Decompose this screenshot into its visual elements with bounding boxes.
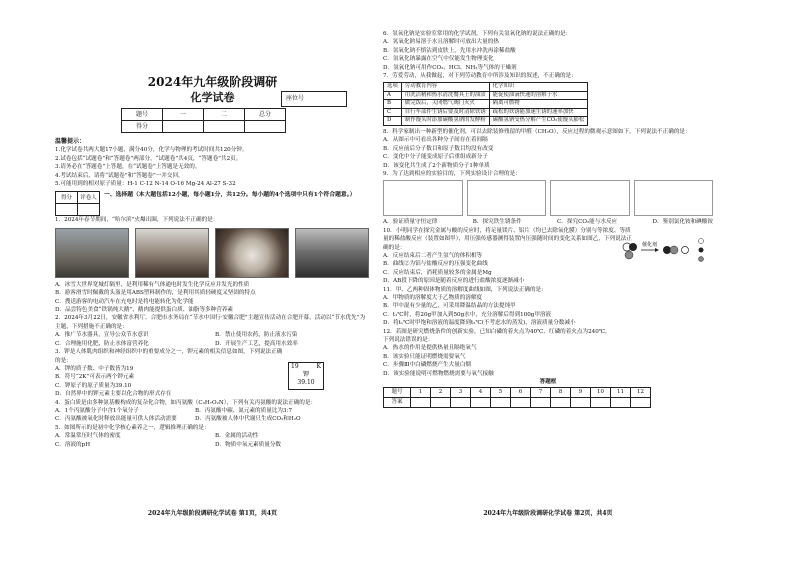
score-header: 题号 xyxy=(122,109,163,121)
electric-car-photo xyxy=(295,228,369,278)
question-3 xyxy=(55,348,370,398)
option[interactable]: C．变化中分子能变成原子后重组成新分子 xyxy=(383,154,488,161)
answer-cell[interactable] xyxy=(471,397,491,407)
option[interactable]: B．禁止使用农药，防止液水污染 xyxy=(215,332,298,339)
option[interactable]: A．从图示中可看出各种分子间存在着间隔 xyxy=(383,137,488,144)
option[interactable]: B．甲中混有少量的乙，可采用降温结晶的方法提纯甲 xyxy=(383,303,516,310)
table-cell: 自行车部件生锈后要及时清除铁锈 xyxy=(401,108,489,117)
question-stem: 6．氢氧化钠是实验室常用的化学试剂，下列有关氢氧化钠的说法正确的是： xyxy=(383,31,572,37)
answer-box xyxy=(383,378,713,407)
answer-cell[interactable] xyxy=(531,397,551,407)
table-cell: 碳酸氢钠受热分解产生CO₂使馒头膨松 xyxy=(489,117,588,126)
option[interactable]: D．氢氧化钠可用作CO₂、HCl、NH₃等气体的干燥剂 xyxy=(383,64,517,71)
answer-cell[interactable] xyxy=(451,397,471,407)
section-1-header xyxy=(55,191,370,216)
exam-title: 2024年九年级阶段调研 xyxy=(147,75,278,89)
score-row-label: 得分 xyxy=(122,121,163,133)
answer-cell[interactable] xyxy=(411,397,431,407)
option[interactable]: B．探究铁生锈条件 xyxy=(472,219,522,226)
question-number: 9 xyxy=(571,387,591,397)
option[interactable]: B．金属的活动性 xyxy=(215,433,259,440)
question-number: 10 xyxy=(591,387,611,397)
question-number: 8 xyxy=(551,387,571,397)
option[interactable]: A．甲物质的溶解度大于乙物质的溶解度 xyxy=(383,295,483,302)
option[interactable]: B．丙氨酸中碳、氮元素的质量比为3:7 xyxy=(195,407,293,414)
option[interactable]: A．冰雪大世界宽城灯隔里，是利用稀有气体通电时发生化学反应并发光的性质 xyxy=(55,281,250,288)
table-row[interactable] xyxy=(384,108,588,117)
grader-table xyxy=(55,191,100,216)
question-4 xyxy=(55,399,370,424)
option[interactable]: C．钾原子的原子质量为39.10 xyxy=(55,382,132,389)
option[interactable]: D．丙氨酸被人体中代谢只生成CO₂和H₂O xyxy=(195,416,301,423)
option[interactable]: A．验证质量守恒定律 xyxy=(383,219,438,226)
question-12 xyxy=(383,328,713,378)
score-table xyxy=(121,108,286,133)
score-header: 一 xyxy=(163,109,204,121)
harbin-photos xyxy=(55,228,370,278)
question-number: 7 xyxy=(531,387,551,397)
question-stem: 10．小明同学在探究金属与酸的反应时，将足量镁片、铝片（均已去除氧化膜）分别与等浓度、等质量的稀盐酸反应（装置如图甲），用压强传感器测得装置内压强随时间的变化关系如图乙，下列说法正确的是： xyxy=(383,227,632,251)
question-stem: 11．甲、乙两种固体物质的溶解度曲线如图，下列说法正确的是： xyxy=(383,286,547,293)
option[interactable]: D．品尝特色美食“铁锅炖大鹅”，鹅肉能提供蛋白质、油脂等多种营养素 xyxy=(55,307,234,314)
table-cell: 用洗洁精和热水清洗餐具上的油渍 xyxy=(401,91,489,100)
question-number: 11 xyxy=(611,387,631,397)
ice-sculpture-photo xyxy=(55,228,129,278)
answer-cell[interactable] xyxy=(511,397,531,407)
exam-subtitle: 化学试卷 xyxy=(190,91,235,104)
tip-line: 4.考试结束后，请将“试题卷”和“答题卷”一并交回。 xyxy=(55,172,184,179)
grader-cell[interactable] xyxy=(78,204,100,216)
question-stem: 4．蛋白质是由多种氨基酸构成的复杂化合物，如丙氨酸（C₃H₇O₂N），下列有关丙氨酸的说法正确的是： xyxy=(55,399,317,406)
question-8 xyxy=(383,128,713,170)
question-number: 6 xyxy=(511,387,531,397)
answer-cell[interactable] xyxy=(631,397,651,407)
option[interactable]: D．开展生产工艺，提高用水效率 xyxy=(215,340,298,347)
element-name: 钾 xyxy=(302,371,309,379)
table-cell: B xyxy=(384,100,402,109)
option[interactable]: D．该变化共生成了2个新物质分子1种单质 xyxy=(383,162,490,169)
option[interactable]: C．丙氨酸被氧化时释放出能量可供人体活动需要 xyxy=(55,416,177,423)
score-cell[interactable] xyxy=(204,121,245,133)
question-stem: 3．钾是人体肌肉组织和神经组织中的重要成分之一，钾元素的相关信息如图，下列说法正确的是： xyxy=(55,349,283,364)
answer-table xyxy=(383,387,651,408)
question-7 xyxy=(383,72,713,126)
question-stem: 5．如图所示的是初中化学核心素养之一，逻辑推理正确的是： xyxy=(55,424,210,431)
score-header: 总分 xyxy=(245,109,286,121)
option[interactable]: B．符号“2K”可表示两个钾元素 xyxy=(55,374,135,381)
table-cell: A xyxy=(384,91,402,100)
question-number: 1 xyxy=(411,387,431,397)
question-9 xyxy=(383,170,713,227)
question-5 xyxy=(55,424,370,449)
option[interactable]: C．合理施用化肥，防止水体富营养化 xyxy=(55,340,149,347)
tip-line: 3.请务必在“答题卷”上答题，在“试题卷”上答题是无效的。 xyxy=(55,164,201,171)
answer-cell[interactable] xyxy=(611,397,631,407)
labor-table xyxy=(383,82,588,126)
exam-page-1 xyxy=(55,58,370,518)
question-stem: 2．2024年3月22日，安徽省水利厅、合肥市水务局在“节水中国行·安徽合肥”主题宣传活动在合肥开幕，活动以“节水优先”为主题，下列措施不正确的是： xyxy=(55,315,366,330)
question-11 xyxy=(383,286,713,328)
answer-cell[interactable] xyxy=(571,397,591,407)
option[interactable]: C．t₁℃时，将20g甲加入到50g水中，充分溶解后得到100g甲溶液 xyxy=(383,311,552,318)
question-stem: 9．为了达到相应的实验目的，下列实验设计合理的是： xyxy=(383,170,521,177)
option[interactable]: C．探究CO₂能与水反应 xyxy=(557,219,618,226)
answer-header: 题号 xyxy=(384,387,411,397)
option[interactable]: A．1个丙氨酸分子中含1个氧分子 xyxy=(55,407,139,414)
atomic-number: 19 xyxy=(291,363,299,371)
option[interactable]: C．氢氧化钠暴露在空气中仅能发生物理变化 xyxy=(383,56,494,63)
score-header: 二 xyxy=(204,109,245,121)
option[interactable]: C．反应结束后，消耗质量较多的金属是Mg xyxy=(383,269,492,276)
question-2 xyxy=(55,314,370,348)
score-cell[interactable] xyxy=(245,121,286,133)
table-cell: 做完饭后，关闭燃气阀门灭火 xyxy=(401,100,489,109)
question-stem: 1．2024年春节期间，“哈尔滨”火爆出圈，下列说法不正确的是： xyxy=(55,217,219,224)
option[interactable]: C．步骤Ⅲ中白磷燃烧产生大量白烟 xyxy=(383,362,471,369)
question-number: 4 xyxy=(471,387,491,397)
answer-cell[interactable] xyxy=(591,397,611,407)
answer-box-title: 答题框 xyxy=(539,379,557,386)
question-number: 12 xyxy=(631,387,651,397)
question-number: 3 xyxy=(451,387,471,397)
tip-line: 1.化学试卷共两大题17小题，满分40分，化学与物理的考试时间共120分钟。 xyxy=(55,147,248,154)
table-row[interactable] xyxy=(384,117,588,126)
grader-label: 得分 xyxy=(56,192,78,204)
option[interactable]: A．推广节水器具，宣导公众节水意识 xyxy=(55,332,149,339)
option[interactable]: A．反应结束后二者产生氢气的体积相等 xyxy=(383,253,483,259)
option[interactable]: D．鉴别氯化铵和碘酸铵 xyxy=(652,219,713,226)
table-cell: 制作馒头时添加碳酸氢钠的发酵粉 xyxy=(401,117,489,126)
option[interactable]: D．将t₁℃时甲饱和溶液的温度降到t₂℃(不考虑水的蒸发)，溶液质量分数减小 xyxy=(383,320,576,327)
table-row[interactable] xyxy=(384,91,588,100)
experiment-d-figure xyxy=(634,180,714,216)
score-cell[interactable] xyxy=(163,121,204,133)
tip-line: 5.可能用到的相对原子质量：H-1 C-12 N-14 O-16 Mg-24 Al-27 S-32 xyxy=(55,181,236,188)
potassium-element-cell xyxy=(288,362,324,390)
option[interactable]: B．反应前后分子数目和原子数目均没有改变 xyxy=(383,145,494,152)
option[interactable]: D．AB段下降的原因是随着反应的进行盐酸浓度逐渐减小 xyxy=(383,278,525,285)
table-cell: 能促使油滴快速的溶解于水 xyxy=(489,91,588,100)
table-header: 化学知识 xyxy=(489,83,588,92)
page-footer: 2024年九年级阶段调研化学试卷 第1页，共4页 xyxy=(147,509,278,517)
experiment-b-figure xyxy=(467,180,547,216)
table-header: 劳动教育内容 xyxy=(401,83,489,92)
answer-cell[interactable] xyxy=(491,397,511,407)
option[interactable]: B．该实验只能证明燃烧需要氧气 xyxy=(383,353,466,360)
seat-number-box[interactable] xyxy=(281,91,347,107)
section-1-title: 一、选择题（本大题包括12小题，每小题1分，共12分。每小题的4个选项中只有1个符合题意。） xyxy=(104,192,356,199)
option[interactable]: A．氢氧化钠易溶于水且溶解时可放出大量的热 xyxy=(383,39,499,46)
table-header: 选项 xyxy=(384,83,402,92)
option[interactable]: B．曲线②为铝与盐酸反应的压强变化曲线 xyxy=(383,261,488,268)
option[interactable]: D．该实验能说明可燃物燃烧需要与氧气接触 xyxy=(383,370,494,377)
element-symbol: K xyxy=(316,363,321,371)
table-cell: D xyxy=(384,117,402,126)
question-stem: 7．劳爱劳动，从我做起，对下列劳动教育中所涉及知识的叙述，不正确的是： xyxy=(383,73,577,80)
tips-block xyxy=(55,138,370,188)
atomic-mass: 39.10 xyxy=(297,379,315,387)
option[interactable]: B．游客滑雪时佩戴的头盔是用ABS塑料制作的，是利用其质轻硬度又坚固的特点 xyxy=(55,290,256,297)
answer-cell[interactable] xyxy=(431,397,451,407)
skiers-photo xyxy=(135,228,209,278)
page-footer: 2024年九年级阶段调研化学试卷 第2页，共4页 xyxy=(483,509,613,517)
option[interactable]: A．常温常压时气体的密度 xyxy=(55,433,121,440)
question-stem: 8．科学家制出一种新型的催化剂，可以去除装修残留的甲醛（CH₂O），反应过程的微观示意图如下，下列说法不正确的是： xyxy=(383,128,691,135)
tip-line: 2.试卷包括“试题卷”和“答题卷”两部分，“试题卷”共4页，“答题卷”共2页。 xyxy=(55,155,242,162)
experiment-a-figure xyxy=(383,180,463,216)
option[interactable]: D．物质中氧元素质量分数 xyxy=(215,441,282,448)
option[interactable]: A．钾的质子数、中子数皆为19 xyxy=(55,365,134,372)
question-10 xyxy=(383,227,713,286)
question-number: 2 xyxy=(431,387,451,397)
option[interactable]: B．氢氧化钠不慎沾到皮肤上，先用水冲洗再涂稀盐酸 xyxy=(383,47,516,54)
grader-label: 评卷人 xyxy=(78,192,100,204)
question-1 xyxy=(55,216,370,314)
table-cell: 疏松的铁锈能加速生锈的速率加快 xyxy=(489,108,588,117)
option[interactable]: C．搜送游客的电动汽车在充电时是将电能转化为化学能 xyxy=(55,298,194,305)
grader-cell[interactable] xyxy=(56,204,78,216)
exam-page-2 xyxy=(383,30,713,518)
option[interactable]: C．溶液的pH xyxy=(55,441,91,448)
answer-cell[interactable] xyxy=(551,397,571,407)
table-cell: 隔离可燃物 xyxy=(489,100,588,109)
table-row[interactable] xyxy=(384,100,588,109)
experiment-figures xyxy=(383,180,713,216)
catalyst-label: 催化剂 xyxy=(642,242,658,248)
question-stem: 12．若图是研究燃烧条件的创新实验，已知白磷的着火点为40℃、红磷的着火点为240℃，下列说法错误的是： xyxy=(383,328,611,344)
table-cell: C xyxy=(384,108,402,117)
option[interactable]: D．自然界中的钾元素主要以化合物的形式存在 xyxy=(55,391,172,398)
experiment-c-figure xyxy=(550,180,630,216)
tips-title: 温馨提示： xyxy=(55,138,86,145)
seat-label: 座位号 xyxy=(286,95,305,102)
answer-label: 答案 xyxy=(384,397,411,407)
option[interactable]: A．热水的作用是提供热量且隔绝氧气 xyxy=(383,345,477,352)
question-number: 5 xyxy=(491,387,511,397)
iron-pot-goose-photo xyxy=(215,228,289,278)
question-6 xyxy=(383,30,713,72)
